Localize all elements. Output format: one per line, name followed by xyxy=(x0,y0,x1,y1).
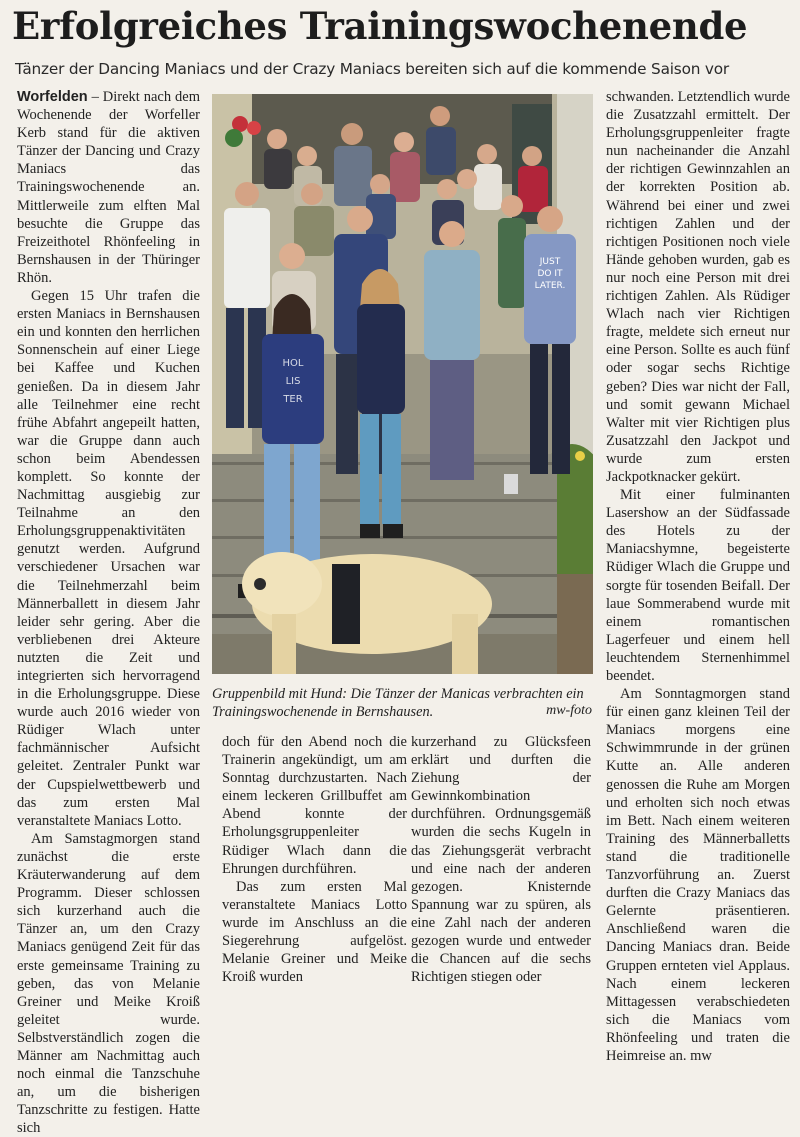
paragraph: Mit einer fulminanten Lasershow an der Südfassade des Hotels zu der Maniacshymne, begeisterte Rüdiger Wlach die Gruppe und sorgte für tosenden Beifall. Der laue Sommerabend wurde mit einem romantischen Lagerfeuer und einem hell leuchtendem Sternenhimmel beendet. xyxy=(606,487,790,684)
svg-text:LIS: LIS xyxy=(285,376,301,387)
group-photo xyxy=(212,94,593,674)
svg-text:DO IT: DO IT xyxy=(537,269,563,279)
paragraph: doch für den Abend noch die Trainerin angekündigt, um am Sonntag durchzustarten. Nach einem leckeren Grillbuffet am Abend konnte der Erholungsgruppenleiter Rüdiger Wlach dann die Ehrungen durchführen. xyxy=(222,734,407,877)
shirt-print: HOL xyxy=(282,358,304,369)
shirt-print-right: JUST xyxy=(539,257,561,267)
article-column-3 xyxy=(411,733,591,986)
paragraph: Das zum ersten Mal veranstaltete Maniacs Lotto wurde im Anschluss an die Siegerehrung aufgelöst. Melanie Greiner und Meike Kroiß wurden xyxy=(222,878,407,986)
paragraph: Gegen 15 Uhr trafen die ersten Maniacs in Bernshausen ein und konnten den herrlichen Sonnenschein auf einer Liege bei Kaffee und Kuchen genießen. Da in diesem Jahr alle Teilnehmer eine recht frühe Abfahrt angepeilt hatten, war die Gruppe dann auch schon beim Abendessen komplett. So konnte der Nachmittag ausgiebig zur Teilnahme an den Erholungsgruppenaktivitäten genutzt werden. Aufgrund verschiedener Ursachen war die Teilnehmerzahl beim Männerballett in diesem Jahr leider sehr gering. Aber die verbliebenen drei Akteure nutzten die Zeit und integrierten sich hervorragend in die Erholungsgruppe. Diese wurde auch 2016 wieder von Rüdiger Wlach unter fachmännischer Aufsicht geleitet. Zentraler Punkt war der Cupspielwettbewerb und das zum ersten Mal veranstaltete Maniacs Lotto. xyxy=(17,288,200,829)
article-column-4 xyxy=(606,88,790,1065)
svg-text:LATER.: LATER. xyxy=(534,281,566,291)
photo-credit: mw-foto xyxy=(546,703,592,718)
paragraph: Am Samstagmorgen stand zunächst die erste Kräuterwanderung auf dem Programm. Dieser schlossen sich kurzerhand auch die Tänzer an, um den Crazy Maniacs genügend Zeit für das erste gemeinsame Training zu geben, das von Melanie Greiner und Meike Kroiß geleitet wurde. Selbstverständlich zogen die Männer am Nachmittag auch noch einmal die Tanzschuhe an, um die bisherigen Tanzschritte zu festigen. Hatte sich xyxy=(17,830,200,1137)
paragraph: schwanden. Letztendlich wurde die Zusatzzahl ermittelt. Der Erholungsgruppenleiter fragte nun nacheinander die Anzahl der richtigen Gewinnzahlen an der korrekten Position ab. Während bei einer und zwei richtigen Zahlen und der richtigen Positionen noch viele Hände gehoben wurden, gab es nur noch eine Person mit drei richtigen Zahlen. Als Rüdiger Wlach nach vier Richtigen fragte, meldete sich erneut nur eine Person. Sollte es auch fünf oder sogar sechs Richtige geben? Dies war nicht der Fall, und somit gewann Michael Walter mit vier Richtigen plus Zusatzzahl den Jackpot und wurde zum ersten Jackpotknacker gekürt. xyxy=(606,89,790,485)
paragraph: kurzerhand zu Glücksfeen erklärt und durften die Ziehung der Gewinnkombination durchführen. Ordnungsgemäß wurden die sechs Kugeln in das Ziehungsgerät verbracht und eine nach der anderen gezogen. Knisternde Spannung war zu spüren, als eine Zahl nach der anderen gezogen wurde und entweder die Chancen auf die sechs Richtigen stiegen oder xyxy=(411,734,591,986)
paragraph: Worfelden – Direkt nach dem Wochenende der Worfeller Kerb stand für die aktiven Tänzer der Dancing und Crazy Maniacs das Trainingswochenende an. Mittlerweile zum elften Mal besuchte die Gruppe das Freizeithotel Rhönfeeling in Bernshausen in der Thüringer Rhön. xyxy=(17,89,200,286)
headline: Erfolgreiches Trainingswochenende xyxy=(12,4,748,48)
article-column-2 xyxy=(222,733,407,986)
paragraph: Am Sonntagmorgen stand für einen ganz kleinen Teil der Maniacs morgens eine Schwimmrunde in der grünen Kutte an. Alle anderen genossen die Ruhe am Morgen und erholten sich noch etwas im Bett. Nach einem weiteren Training des Männerballetts stand die traditionelle Tanzvorführung an. Zuerst durften die Crazy Maniacs das Gelernte präsentieren. Anschließend waren die Dancing Maniacs dran. Beide Gruppen ernteten viel Applaus. Nach einem leckeren Mittagessen verabschiedeten sich die Maniacs vom Rhönfeeling und traten die Heimreise an. mw xyxy=(606,686,790,1064)
dateline: Worfelden xyxy=(17,89,88,105)
svg-text:TER: TER xyxy=(283,394,303,405)
photo-caption: Gruppenbild mit Hund: Die Tänzer der Manicas verbrachten ein Trainingswochenende in Bernshausen. xyxy=(212,686,584,720)
subheadline: Tänzer der Dancing Maniacs und der Crazy Maniacs bereiten sich auf die kommende Saison vor xyxy=(15,60,729,78)
article-column-1 xyxy=(17,88,200,1137)
